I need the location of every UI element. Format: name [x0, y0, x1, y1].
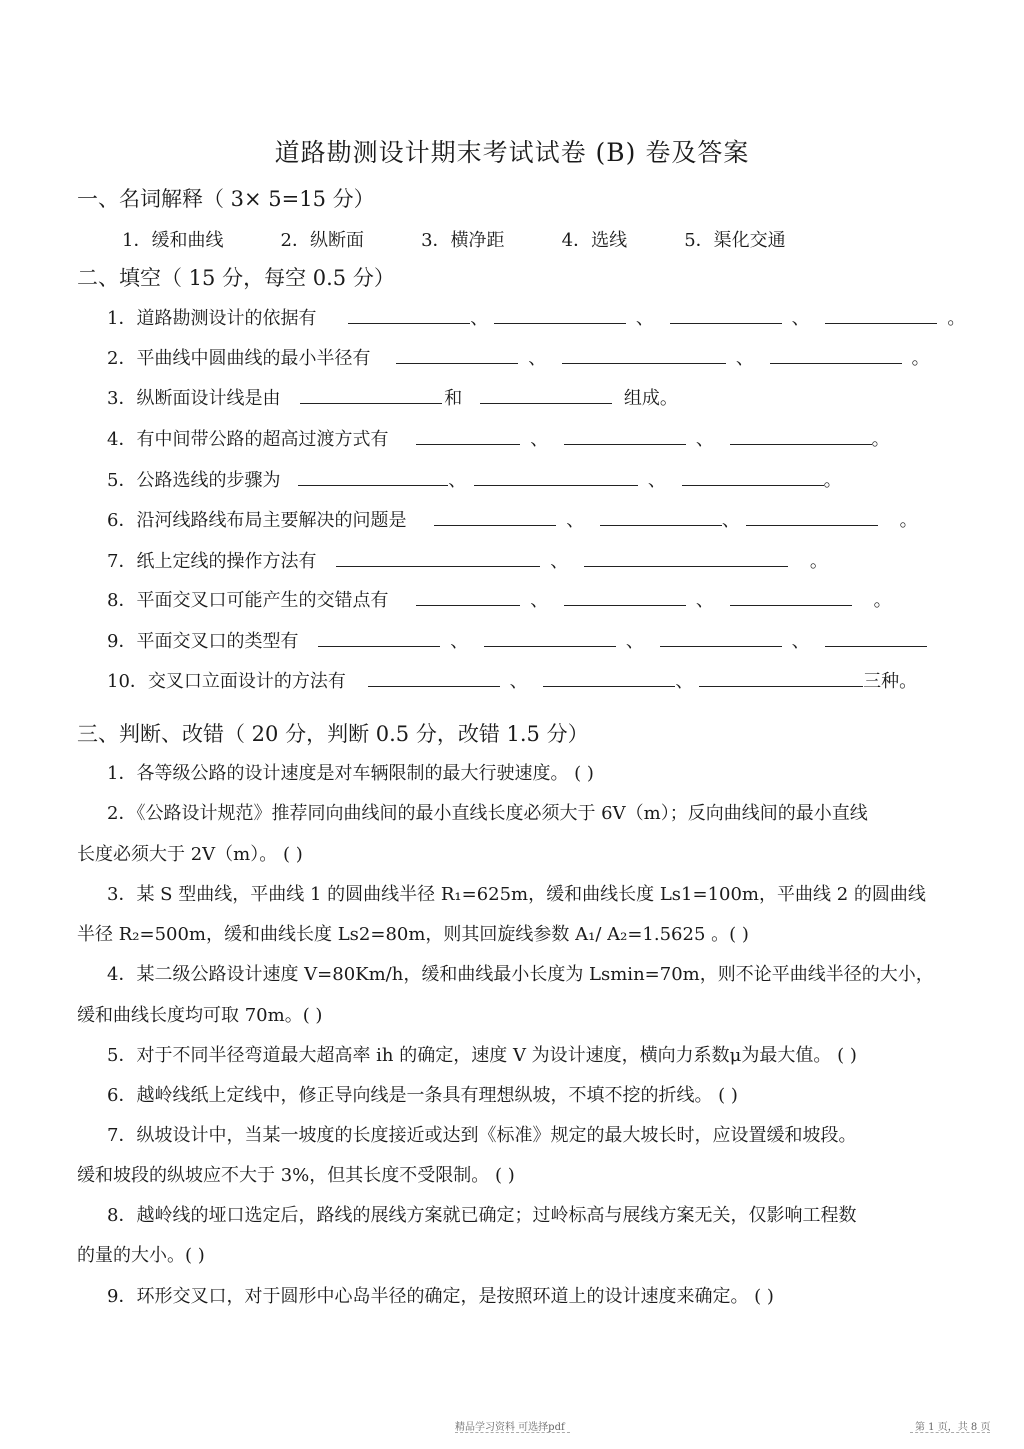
- section-3-heading: 三、判断、改错（ 20 分，判断 0.5 分，改错 1.5 分）: [77, 722, 589, 746]
- fill-item: [107, 304, 965, 330]
- answer-blank[interactable]: [730, 587, 852, 606]
- fill-item: [107, 506, 918, 532]
- judge-item: 7．纵坡设计中，当某一坡度的长度接近或达到《标准》规定的最大坡长时，应设置缓和坡段。: [107, 1125, 857, 1146]
- separator: 、: [550, 551, 569, 572]
- separator: 组成。: [623, 388, 678, 409]
- section-2-heading: 二、填空（ 15 分，每空 0.5 分）: [77, 266, 395, 290]
- judge-item: 4．某二级公路设计速度 V=80Km/h，缓和曲线最小长度为 Lsmin=70m，则不论平曲线半径的大小，: [107, 964, 934, 985]
- judge-item: 2．《公路设计规范》推荐同向曲线间的最小直线长度必须大于 6V（m）；反向曲线间的最小直线: [107, 803, 868, 824]
- answer-blank[interactable]: [770, 345, 902, 364]
- term-item: 3．横净距: [421, 230, 505, 251]
- fill-item-label: 6．沿河线路线布局主要解决的问题是: [107, 510, 407, 531]
- judge-item: 3．某 S 型曲线，平曲线 1 的圆曲线半径 R₁=625m，缓和曲线长度 Ls1=100m，平曲线 2 的圆曲线: [107, 884, 926, 905]
- separator: 、: [509, 671, 528, 692]
- answer-blank[interactable]: [368, 668, 500, 687]
- separator: 、: [448, 470, 467, 491]
- separator: 三种。: [863, 671, 918, 692]
- fill-item: [107, 667, 917, 693]
- answer-blank[interactable]: [600, 507, 722, 526]
- separator: 、: [530, 590, 549, 611]
- separator: 。: [873, 590, 892, 611]
- judge-item-continued: 半径 R₂=500m，缓和曲线长度 Ls2=80m，则其回旋线参数 A₁/ A₂=1.5625 。( ): [77, 924, 749, 945]
- fill-item: [107, 586, 892, 612]
- fill-item-label: 2．平曲线中圆曲线的最小半径有: [107, 348, 371, 369]
- separator: 。: [899, 510, 918, 531]
- separator: 、: [450, 631, 469, 652]
- answer-blank[interactable]: [298, 467, 448, 486]
- fill-item-label: 5．公路选线的步骤为: [107, 470, 281, 491]
- separator: 、: [635, 308, 654, 329]
- separator: 。: [809, 551, 828, 572]
- fill-item-label: 4．有中间带公路的超高过渡方式有: [107, 429, 389, 450]
- fill-item-label: 10．交叉口立面设计的方法有: [107, 671, 346, 692]
- fill-item-label: 3．纵断面设计线是由: [107, 388, 281, 409]
- answer-blank[interactable]: [336, 548, 540, 567]
- separator: 、: [735, 348, 754, 369]
- term-item: 4．选线: [561, 230, 628, 251]
- answer-blank[interactable]: [660, 628, 782, 647]
- term-item: 5．渠化交通: [684, 230, 786, 251]
- judge-item: 9．环形交叉口，对于圆形中心岛半径的确定，是按照环道上的设计速度来确定。 ( ): [107, 1286, 774, 1307]
- judge-item-continued: 的量的大小。( ): [77, 1245, 205, 1266]
- separator: 、: [566, 510, 585, 531]
- separator: 、: [695, 590, 714, 611]
- answer-blank[interactable]: [480, 385, 612, 404]
- separator: 、: [791, 631, 810, 652]
- separator: 。: [823, 470, 842, 491]
- section-1-heading: 一、名词解释（ 3× 5=15 分）: [77, 187, 375, 211]
- answer-blank[interactable]: [682, 467, 824, 486]
- fill-item: [107, 547, 828, 573]
- answer-blank[interactable]: [564, 426, 686, 445]
- separator: 、: [647, 470, 666, 491]
- answer-blank[interactable]: [564, 587, 686, 606]
- separator: 、: [530, 429, 549, 450]
- fill-item: [107, 344, 930, 370]
- fill-item: [107, 627, 927, 653]
- page-title: 道路勘测设计期末考试试卷 (B) 卷及答案: [274, 138, 750, 167]
- answer-blank[interactable]: [300, 385, 442, 404]
- separator: 、: [470, 308, 489, 329]
- footer-divider: [910, 1432, 990, 1433]
- term-list: [122, 226, 838, 252]
- answer-blank[interactable]: [746, 507, 878, 526]
- footer-note: 精品学习资料 可选择pdf: [455, 1422, 565, 1433]
- answer-blank[interactable]: [730, 426, 872, 445]
- answer-blank[interactable]: [584, 548, 788, 567]
- separator: 和: [444, 388, 463, 409]
- separator: 。: [947, 308, 966, 329]
- separator: 、: [791, 308, 810, 329]
- judge-item: 6．越岭线纸上定线中，修正导向线是一条具有理想纵坡，不填不挖的折线。 ( ): [107, 1085, 738, 1106]
- fill-item: [107, 466, 842, 492]
- answer-blank[interactable]: [416, 587, 520, 606]
- page-number: 第 1 页，共 8 页: [915, 1422, 991, 1433]
- fill-item-label: 1．道路勘测设计的依据有: [107, 308, 317, 329]
- term-item: 2．纵断面: [280, 230, 364, 251]
- judge-item: 8．越岭线的垭口选定后，路线的展线方案就已确定；过岭标高与展线方案无关，仅影响工程数: [107, 1205, 857, 1226]
- judge-item-continued: 长度必须大于 2V（m）。 ( ): [77, 844, 303, 865]
- fill-item-label: 9．平面交叉口的类型有: [107, 631, 299, 652]
- fill-item-label: 7．纸上定线的操作方法有: [107, 551, 317, 572]
- answer-blank[interactable]: [474, 467, 638, 486]
- answer-blank[interactable]: [825, 628, 927, 647]
- answer-blank[interactable]: [825, 305, 937, 324]
- fill-item-label: 8．平面交叉口可能产生的交错点有: [107, 590, 389, 611]
- answer-blank[interactable]: [699, 668, 863, 687]
- separator: 、: [721, 510, 740, 531]
- judge-item: 1．各等级公路的设计速度是对车辆限制的最大行驶速度。 ( ): [107, 763, 594, 784]
- answer-blank[interactable]: [434, 507, 556, 526]
- term-item: 1．缓和曲线: [122, 230, 224, 251]
- fill-item: [107, 425, 890, 451]
- fill-item: [107, 384, 678, 410]
- answer-blank[interactable]: [396, 345, 518, 364]
- separator: 。: [911, 348, 930, 369]
- separator: 、: [675, 671, 694, 692]
- answer-blank[interactable]: [543, 668, 675, 687]
- answer-blank[interactable]: [484, 628, 616, 647]
- footer-divider: [455, 1432, 570, 1433]
- judge-item-continued: 缓和坡段的纵坡应不大于 3%，但其长度不受限制。 ( ): [77, 1165, 515, 1186]
- judge-item: 5．对于不同半径弯道最大超高率 ih 的确定，速度 V 为设计速度，横向力系数μ为最大值。 ( ): [107, 1045, 857, 1066]
- separator: 、: [625, 631, 644, 652]
- answer-blank[interactable]: [348, 305, 470, 324]
- answer-blank[interactable]: [562, 345, 726, 364]
- answer-blank[interactable]: [318, 628, 440, 647]
- separator: 、: [695, 429, 714, 450]
- answer-blank[interactable]: [670, 305, 782, 324]
- judge-item-continued: 缓和曲线长度均可取 70m。( ): [77, 1005, 323, 1026]
- separator: 、: [528, 348, 547, 369]
- separator: 。: [871, 429, 890, 450]
- answer-blank[interactable]: [494, 305, 626, 324]
- answer-blank[interactable]: [416, 426, 520, 445]
